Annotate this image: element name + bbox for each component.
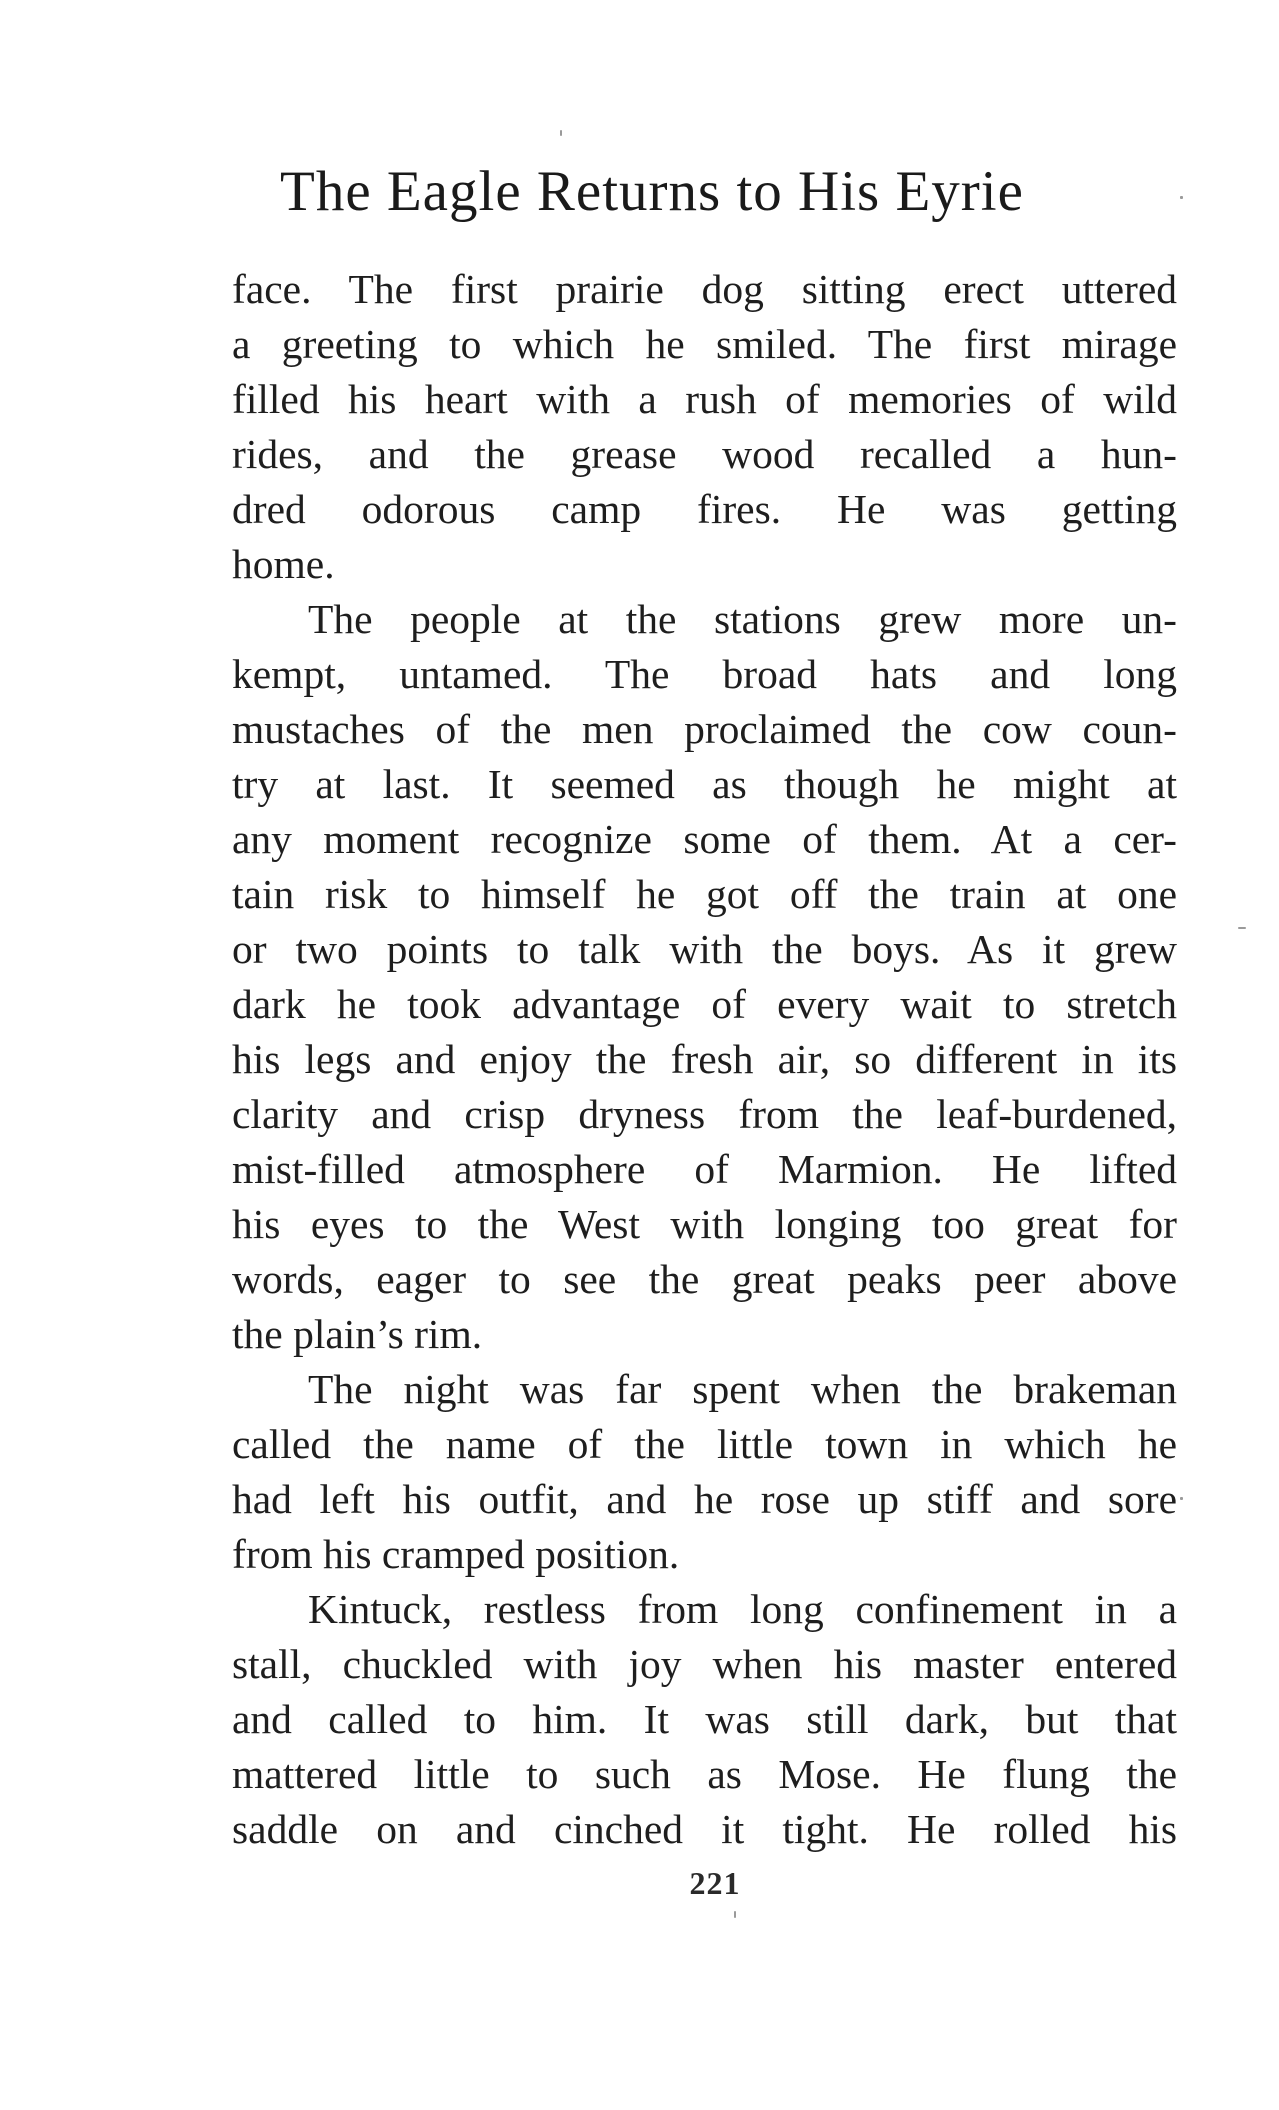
text-line: saddle on and cinched it tight. He rolled his xyxy=(232,1806,1177,1852)
text-line: called the name of the little town in which he xyxy=(232,1421,1177,1467)
text-line: Kintuck, restless from long confinement in a xyxy=(308,1586,1177,1632)
text-line: a greeting to which he smiled. The first mirage xyxy=(232,321,1177,367)
text-line: rides, and the grease wood recalled a hun- xyxy=(232,431,1177,477)
text-line: clarity and crisp dryness from the leaf-burdened, xyxy=(232,1091,1177,1137)
text-line: home. xyxy=(232,541,335,587)
text-line: his eyes to the West with longing too great for xyxy=(232,1201,1177,1247)
page-number: 221 xyxy=(689,1865,741,1901)
text-line: his legs and enjoy the fresh air, so different in its xyxy=(232,1036,1177,1082)
scan-speck xyxy=(734,1911,736,1918)
scan-speck xyxy=(1238,927,1246,929)
scan-speck xyxy=(1180,196,1183,199)
text-line: and called to him. It was still dark, but that xyxy=(232,1696,1177,1742)
text-line: The people at the stations grew more un- xyxy=(308,596,1177,642)
text-line: or two points to talk with the boys. As it grew xyxy=(232,926,1177,972)
text-line: tain risk to himself he got off the train at one xyxy=(232,871,1177,917)
text-line: dred odorous camp fires. He was getting xyxy=(232,486,1177,532)
text-line: kempt, untamed. The broad hats and long xyxy=(232,651,1177,697)
scan-speck xyxy=(560,130,562,136)
text-line: face. The first prairie dog sitting erect uttered xyxy=(232,266,1177,312)
text-line: mist-filled atmosphere of Marmion. He lifted xyxy=(232,1146,1177,1192)
text-line: The night was far spent when the brakeman xyxy=(308,1366,1177,1412)
text-line: dark he took advantage of every wait to stretch xyxy=(232,981,1177,1027)
text-line: filled his heart with a rush of memories of wild xyxy=(232,376,1177,422)
text-line: try at last. It seemed as though he might at xyxy=(232,761,1177,807)
running-head: The Eagle Returns to His Eyrie xyxy=(280,160,1024,223)
body-text xyxy=(232,262,1177,1857)
text-line: mustaches of the men proclaimed the cow coun- xyxy=(232,706,1177,752)
text-line: words, eager to see the great peaks peer above xyxy=(232,1256,1177,1302)
text-line: had left his outfit, and he rose up stiff and sore xyxy=(232,1476,1177,1522)
text-line: from his cramped position. xyxy=(232,1531,680,1577)
text-line: stall, chuckled with joy when his master entered xyxy=(232,1641,1177,1687)
text-line: the plain’s rim. xyxy=(232,1311,483,1357)
text-line: any moment recognize some of them. At a cer- xyxy=(232,816,1177,862)
text-line: mattered little to such as Mose. He flung the xyxy=(232,1751,1177,1797)
scan-speck xyxy=(1180,1497,1183,1500)
